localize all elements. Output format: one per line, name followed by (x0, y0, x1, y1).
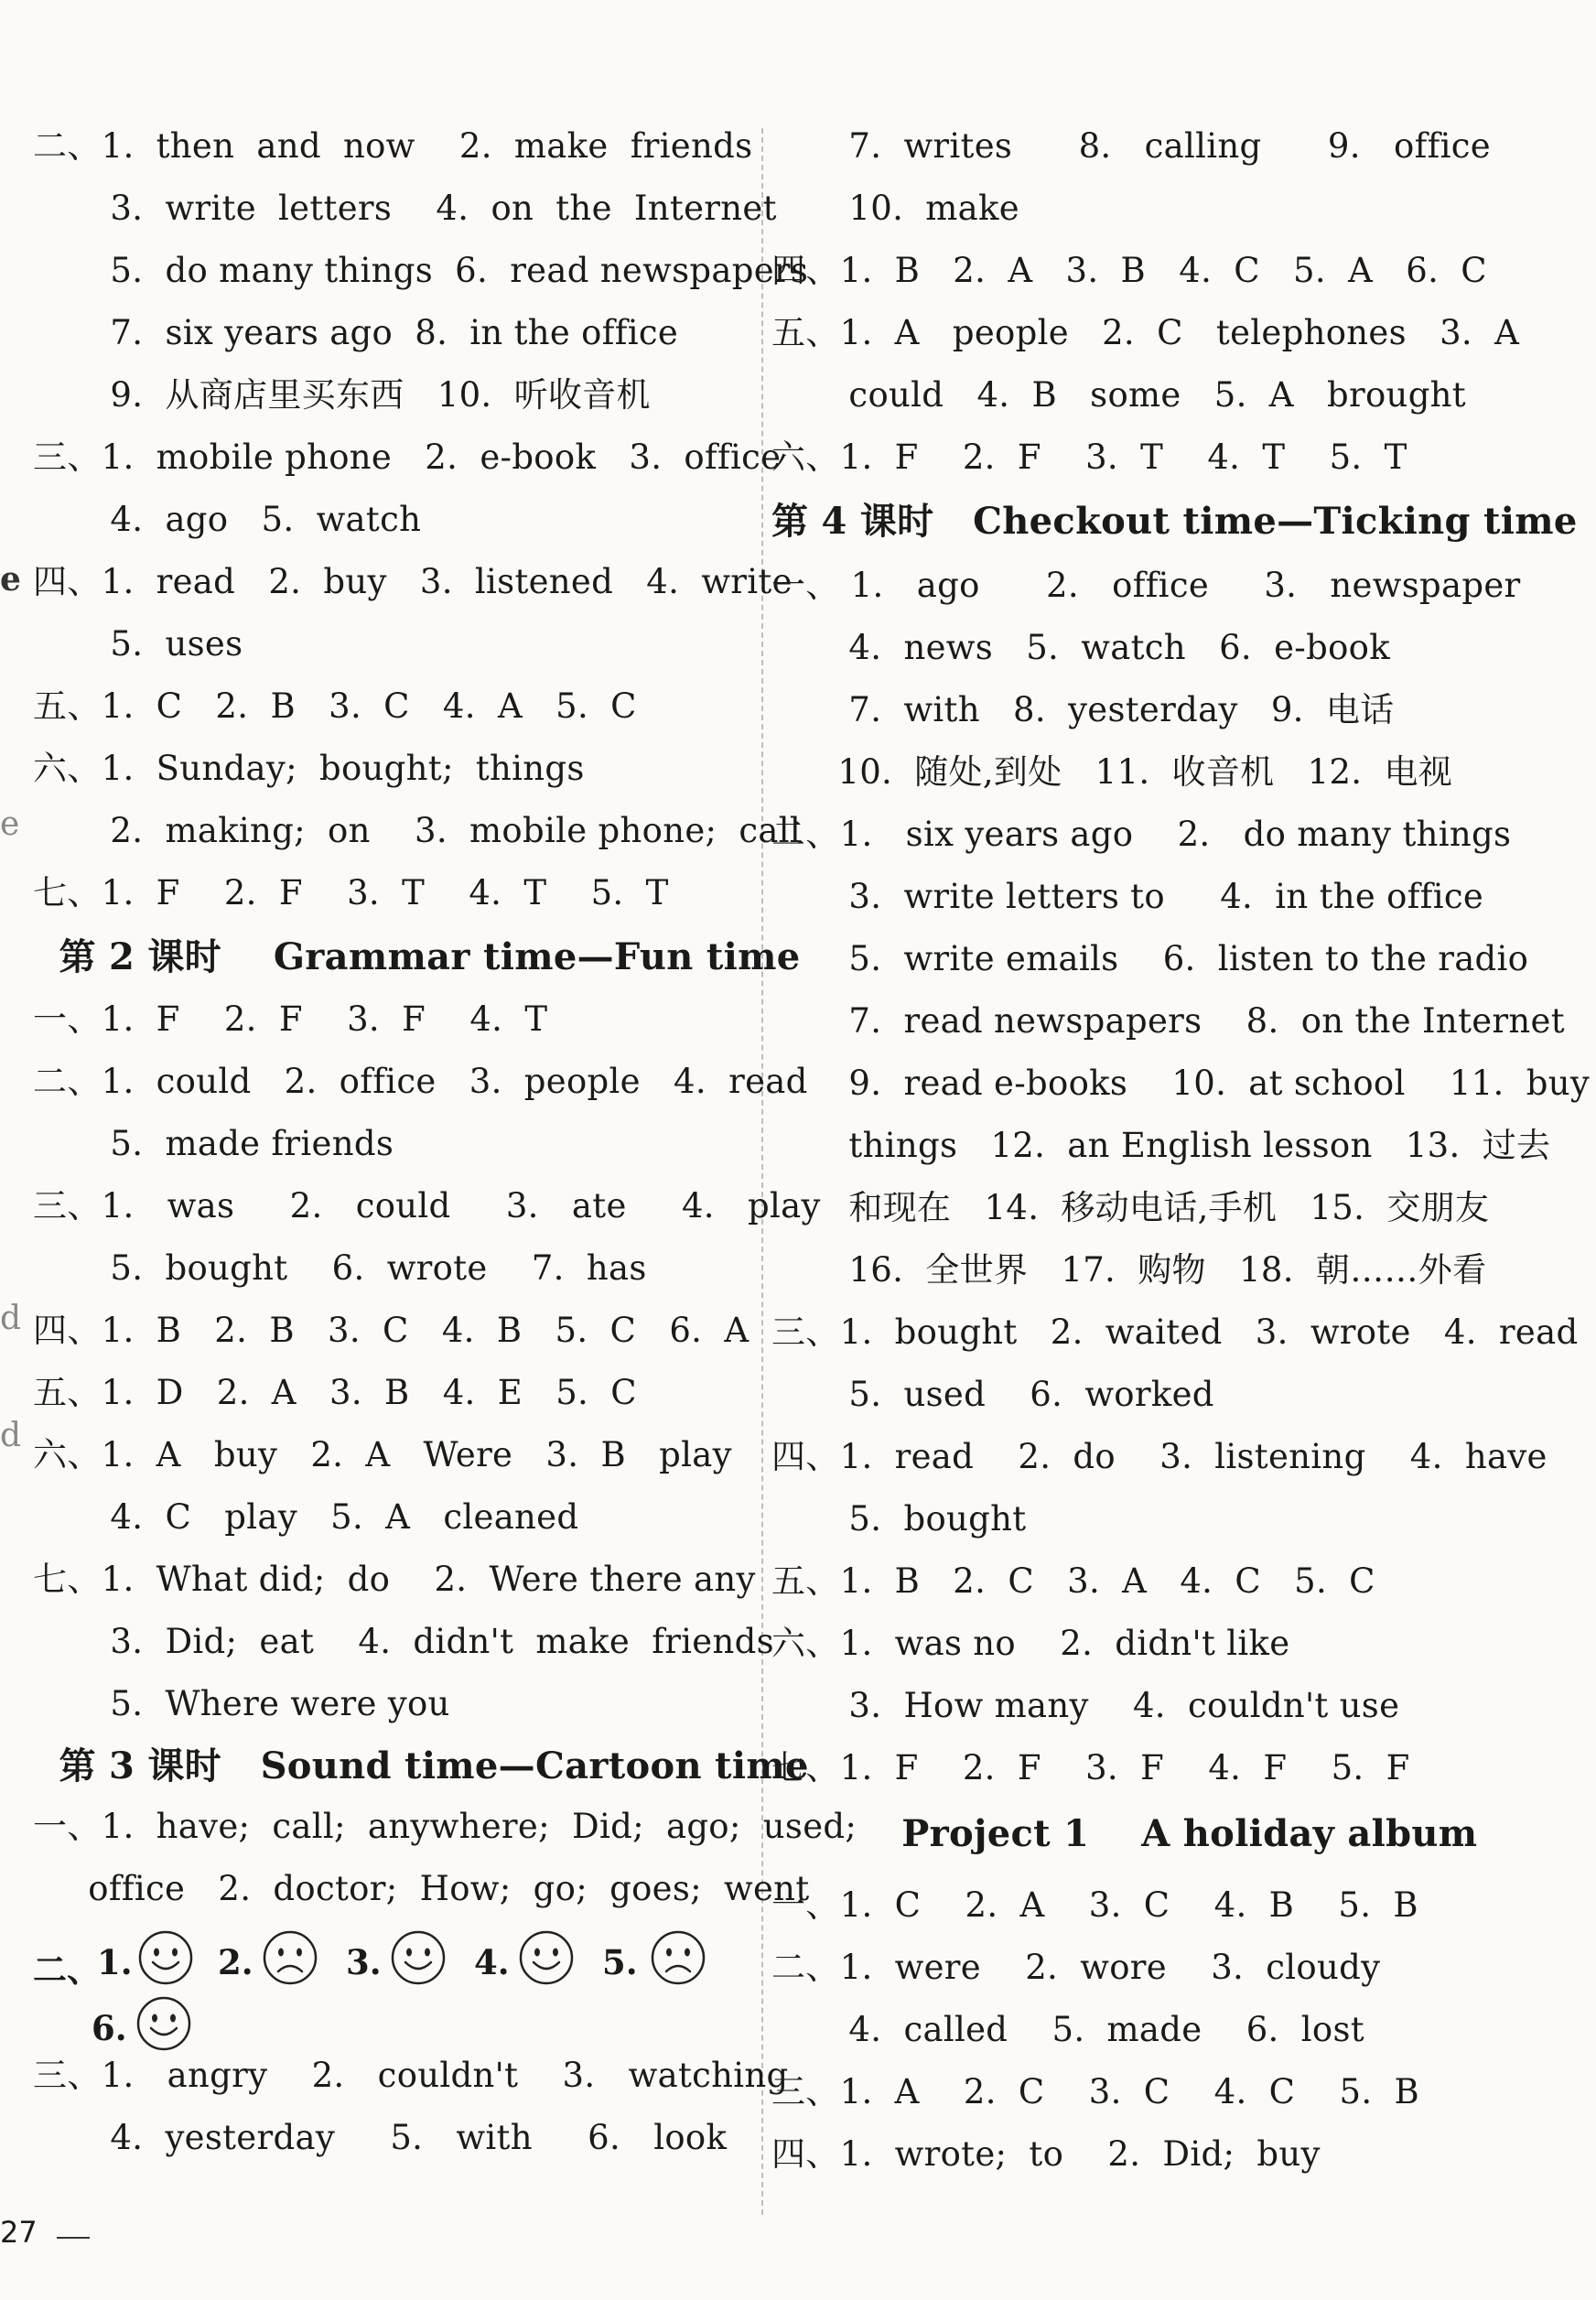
page-number-rule (57, 2237, 90, 2239)
answer-line: 七、1. F 2. F 3. F 4. F 5. F (771, 1748, 1410, 1787)
answer-line: 一、1. F 2. F 3. F 4. T (33, 999, 548, 1039)
answer-line: 5. Where were you (33, 1684, 450, 1723)
answer-line: 三、1. bought 2. waited 3. wrote 4. read (771, 1312, 1579, 1352)
answer-line: 3. How many 4. couldn't use (771, 1686, 1400, 1725)
answer-line: 5. uses (33, 624, 243, 664)
answer-line: 七、1. F 2. F 3. T 4. T 5. T (33, 873, 669, 912)
lesson-heading: Project 1 A holiday album (771, 1812, 1478, 1855)
answer-line: 五、1. C 2. B 3. C 4. A 5. C (33, 686, 637, 726)
answer-line: 7. writes 8. calling 9. office (771, 126, 1491, 166)
item-number: 6. (92, 2008, 127, 2048)
answer-line: 4. ago 5. watch (33, 500, 422, 539)
answer-line: 三、1. angry 2. couldn't 3. watching (33, 2056, 789, 2095)
answer-line: 二、1. could 2. office 3. people 4. read (33, 1062, 808, 1101)
answer-line: 5. made friends (33, 1124, 394, 1163)
smiling-face-icon (518, 1929, 575, 1986)
right-answer-column (764, 0, 1596, 2300)
margin-bleed-4: d (0, 1417, 22, 1454)
smiling-face-icon (137, 1929, 194, 1986)
answer-line: 七、1. What did; do 2. Were there any (33, 1560, 756, 1599)
answer-line: 4. C play 5. A cleaned (33, 1497, 579, 1537)
answer-line: 9. 从商店里买东西 10. 听收音机 (33, 375, 651, 415)
answer-line: 16. 全世界 17. 购物 18. 朝……外看 (771, 1250, 1487, 1290)
margin-bleed-2: e (0, 805, 20, 843)
answer-line: 4. yesterday 5. with 6. look (33, 2118, 728, 2157)
answer-line: 六、1. F 2. F 3. T 4. T 5. T (771, 437, 1407, 477)
item-number: 4. (474, 1942, 510, 1982)
answer-line: 5. do many things 6. read newspapers (33, 251, 809, 290)
item-number: 5. (602, 1942, 638, 1982)
answer-line: 10. 随处,到处 11. 收音机 12. 电视 (771, 752, 1453, 792)
answer-line: office 2. doctor; How; go; goes; went (33, 1869, 810, 1908)
answer-line: 一、 1. ago 2. office 3. newspaper (771, 566, 1521, 605)
answer-line: 四、1. B 2. B 3. C 4. B 5. C 6. A (33, 1311, 749, 1350)
answer-line: 10. make (771, 189, 1019, 228)
margin-bleed-1: e (0, 560, 21, 599)
answer-line: 5. bought (771, 1499, 1027, 1539)
section-label: 二、 (33, 1949, 101, 1990)
margin-bleed-3: d (0, 1300, 22, 1337)
answer-line: 7. six years ago 8. in the office (33, 313, 679, 352)
frowning-face-icon (262, 1929, 318, 1986)
item-number: 3. (346, 1942, 382, 1982)
answer-line: 3. Did; eat 4. didn't make friends (33, 1622, 774, 1661)
answer-line: things 12. an English lesson 13. 过去 (771, 1126, 1551, 1165)
lesson-heading: 第 4 课时 Checkout time—Ticking time (771, 500, 1578, 543)
answer-line: 2. making; on 3. mobile phone; call (33, 811, 802, 850)
answer-line: 4. news 5. watch 6. e-book (771, 628, 1390, 667)
answer-line: 一、1. C 2. A 3. C 4. B 5. B (771, 1885, 1418, 1925)
answer-line: 二、1. were 2. wore 3. cloudy (771, 1948, 1381, 1987)
answer-line: 六、1. was no 2. didn't like (771, 1624, 1290, 1663)
smiling-face-icon (390, 1929, 447, 1986)
answer-line: 二、1. six years ago 2. do many things (771, 815, 1512, 854)
answer-line: 3. write letters 4. on the Internet (33, 189, 777, 228)
answer-line: 3. write letters to 4. in the office (771, 877, 1484, 916)
answer-line: 二、1. then and now 2. make friends (33, 126, 753, 166)
answer-line: 四、1. B 2. A 3. B 4. C 5. A 6. C (771, 251, 1487, 290)
answer-line: 四、1. read 2. do 3. listening 4. have (771, 1437, 1547, 1476)
answer-line: 五、1. D 2. A 3. B 4. E 5. C (33, 1373, 637, 1412)
answer-line: 三、1. mobile phone 2. e-book 3. office (33, 437, 782, 477)
item-number: 1. (97, 1942, 133, 1982)
answer-line: 四、1. read 2. buy 3. listened 4. write (33, 562, 793, 601)
page-number: 27 (0, 2215, 38, 2250)
item-number: 2. (218, 1942, 253, 1982)
answer-line: 7. with 8. yesterday 9. 电话 (771, 690, 1395, 729)
answer-line: 一、1. have; call; anywhere; Did; ago; used; (33, 1807, 857, 1846)
answer-line: 5. bought 6. wrote 7. has (33, 1248, 647, 1288)
lesson-heading: 第 3 课时 Sound time—Cartoon time (33, 1744, 809, 1787)
answer-line: 五、1. B 2. C 3. A 4. C 5. C (771, 1561, 1375, 1601)
answer-line: 9. read e-books 10. at school 11. buy (771, 1064, 1591, 1103)
answer-line: 7. read newspapers 8. on the Internet (771, 1001, 1565, 1041)
answer-line: 5. used 6. worked (771, 1375, 1214, 1414)
answer-line: 四、1. wrote; to 2. Did; buy (771, 2134, 1321, 2174)
answer-line: 4. called 5. made 6. lost (771, 2010, 1364, 2049)
answer-line: could 4. B some 5. A brought (771, 375, 1466, 415)
answer-line: 五、1. A people 2. C telephones 3. A (771, 313, 1520, 352)
smiling-face-icon (135, 1995, 192, 2052)
answer-line: 5. write emails 6. listen to the radio (771, 939, 1529, 978)
frowning-face-icon (650, 1929, 706, 1986)
answer-line: 三、1. A 2. C 3. C 4. C 5. B (771, 2072, 1420, 2111)
answer-line: 六、1. Sunday; bought; things (33, 749, 585, 788)
smiley-answer-row (0, 1929, 760, 2067)
answer-line: 三、1. was 2. could 3. ate 4. play (33, 1186, 821, 1226)
answer-line: 六、1. A buy 2. A Were 3. B play (33, 1435, 732, 1474)
lesson-heading: 第 2 课时 Grammar time—Fun time (33, 935, 801, 978)
answer-line: 和现在 14. 移动电话,手机 15. 交朋友 (771, 1188, 1490, 1227)
